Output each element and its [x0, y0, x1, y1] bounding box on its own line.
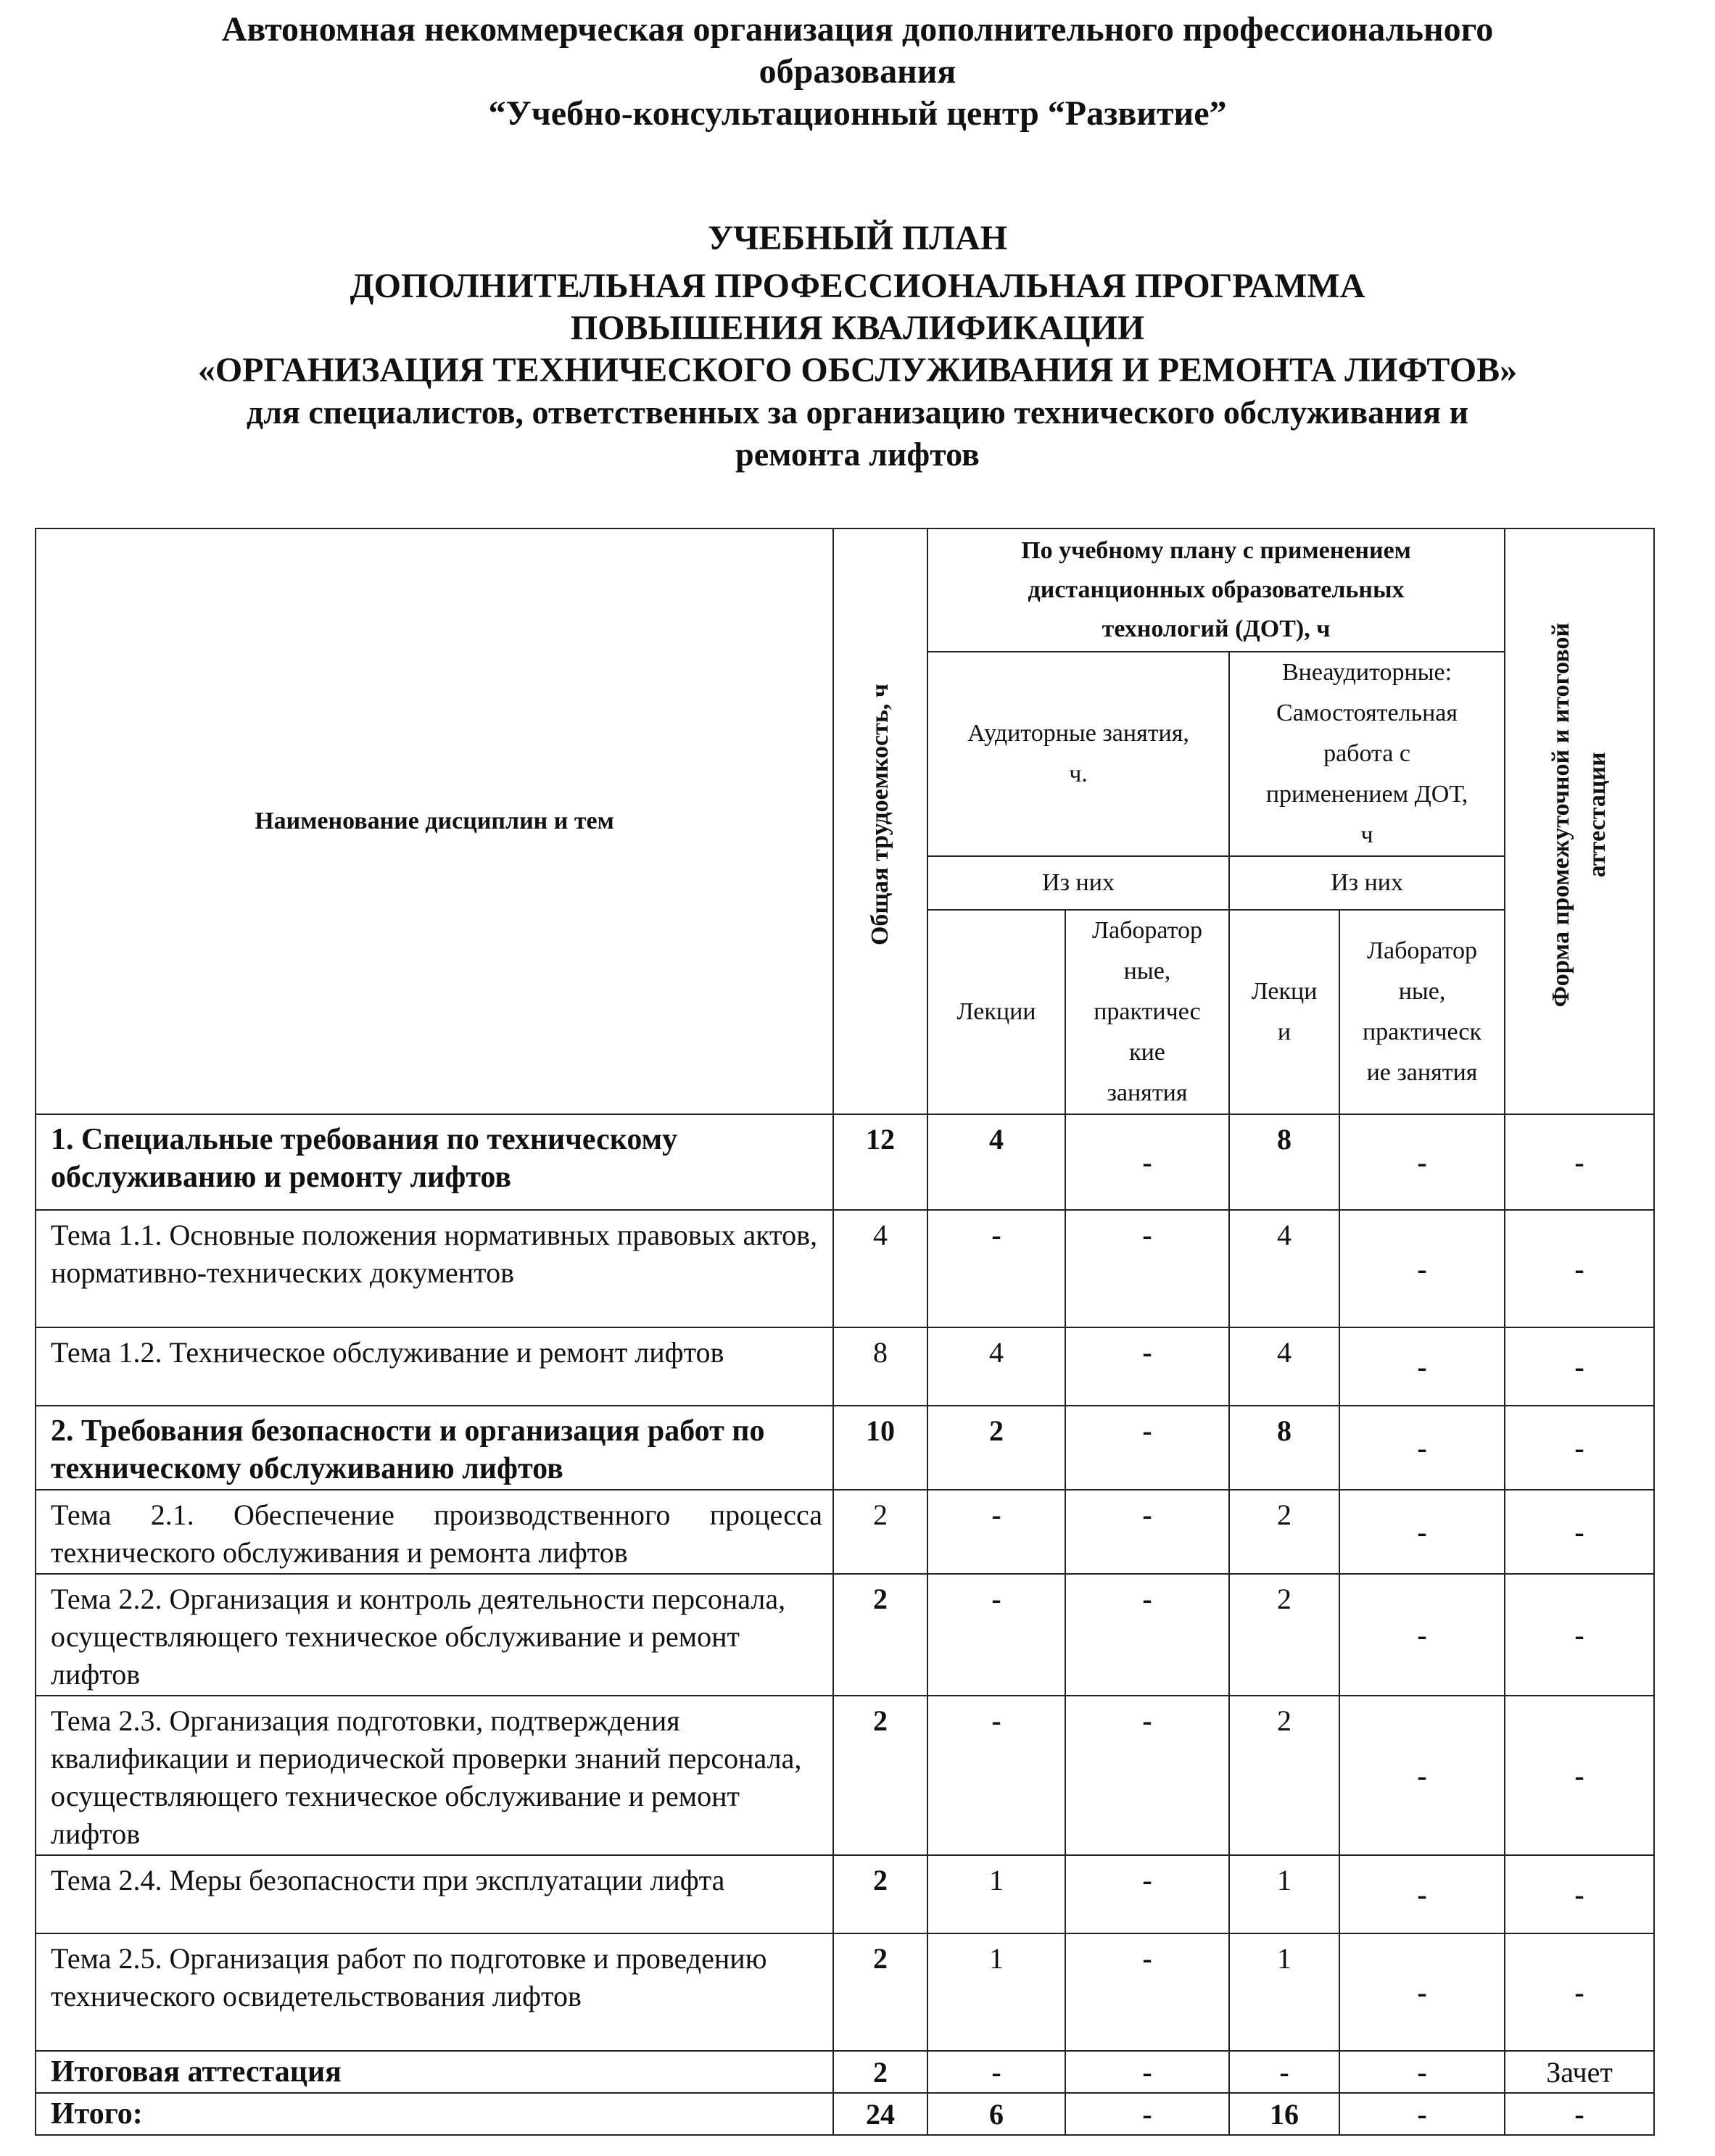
row-labs: - — [1065, 2051, 1229, 2093]
row-lectures: 1 — [927, 1933, 1065, 2051]
row-name: Тема 2.5. Организация работ по подготовке и проведению технического освидетельствования лифтов — [36, 1933, 833, 2051]
row-total: 2 — [833, 1490, 927, 1574]
header-lectures-2: Лекци и — [1229, 910, 1339, 1114]
row-total: 2 — [833, 1696, 927, 1855]
row-name: 2. Требования безопасности и организация работ по техническому обслуживанию лифтов — [36, 1406, 833, 1490]
row-name: Тема 1.2. Техническое обслуживание и ремонт лифтов — [36, 1327, 833, 1406]
header-labs-1: Лаборатор ные, практичес кие занятия — [1065, 910, 1229, 1114]
row-lectures-dot: 2 — [1229, 1574, 1339, 1696]
row-lectures: - — [927, 2051, 1065, 2093]
row-lectures-dot: 4 — [1229, 1327, 1339, 1406]
row-lectures-dot: - — [1229, 2051, 1339, 2093]
row-lectures: 6 — [927, 2093, 1065, 2135]
row-lectures-dot: 4 — [1229, 1210, 1339, 1327]
row-lectures-dot: 8 — [1229, 1114, 1339, 1210]
org-line-1: Автономная некоммерческая организация дополнительного профессионального — [221, 10, 1494, 49]
row-labs: - — [1065, 1574, 1229, 1696]
curriculum-table — [35, 528, 1655, 2136]
row-lectures-dot: 1 — [1229, 1933, 1339, 2051]
row-name: Тема 2.1. Обеспечение производственного процесса технического обслуживания и ремонта лифтов — [36, 1490, 833, 1574]
row-lectures: - — [927, 1210, 1065, 1327]
row-labs: - — [1065, 1114, 1229, 1210]
header-lectures-1: Лекции — [927, 910, 1065, 1114]
row-labs-dot: - — [1339, 1327, 1505, 1406]
row-attestation: - — [1505, 1490, 1654, 1574]
row-attestation: - — [1505, 1855, 1654, 1933]
row-labs: - — [1065, 1696, 1229, 1855]
row-labs-dot: - — [1339, 2051, 1505, 2093]
row-total: 2 — [833, 2051, 927, 2093]
row-name: Итого: — [36, 2093, 833, 2135]
row-total: 24 — [833, 2093, 927, 2135]
table-body — [36, 1114, 1654, 2135]
header-extra: Внеаудиторные: Самостоятельная работа с применением ДОТ, ч — [1229, 652, 1505, 856]
row-labs-dot: - — [1339, 1574, 1505, 1696]
row-lectures: 4 — [927, 1114, 1065, 1210]
row-attestation: - — [1505, 1933, 1654, 2051]
org-line-2: образования — [759, 52, 956, 91]
row-lectures: - — [927, 1490, 1065, 1574]
row-lectures-dot: 16 — [1229, 2093, 1339, 2135]
row-lectures-dot: 2 — [1229, 1490, 1339, 1574]
row-name: Тема 2.2. Организация и контроль деятельности персонала, осуществляющего техническое обслуживание и ремонт лифтов — [36, 1574, 833, 1696]
row-lectures-dot: 1 — [1229, 1855, 1339, 1933]
row-labs: - — [1065, 1855, 1229, 1933]
title-line-3: ПОВЫШЕНИЯ КВАЛИФИКАЦИИ — [570, 309, 1145, 347]
row-attestation: - — [1505, 1210, 1654, 1327]
row-total: 2 — [833, 1933, 927, 2051]
row-labs-dot: - — [1339, 1933, 1505, 2051]
table-row — [36, 2093, 1654, 2135]
header-total: Общая трудоемкость, ч — [833, 528, 927, 1114]
document-title — [0, 217, 1715, 476]
row-attestation: - — [1505, 1114, 1654, 1210]
row-labs-dot: - — [1339, 1855, 1505, 1933]
row-name: Тема 1.1. Основные положения нормативных правовых актов, нормативно-технических документов — [36, 1210, 833, 1327]
table-row — [36, 1327, 1654, 1406]
row-total: 12 — [833, 1114, 927, 1210]
row-lectures: 1 — [927, 1855, 1065, 1933]
table-row — [36, 1114, 1654, 1210]
row-labs-dot: - — [1339, 2093, 1505, 2135]
row-attestation: - — [1505, 1574, 1654, 1696]
row-name: 1. Специальные требования по техническому обслуживанию и ремонту лифтов — [36, 1114, 833, 1210]
table-row — [36, 1210, 1654, 1327]
row-labs-dot: - — [1339, 1490, 1505, 1574]
row-labs-dot: - — [1339, 1114, 1505, 1210]
table-row — [36, 2051, 1654, 2093]
row-labs: - — [1065, 1327, 1229, 1406]
title-line-2: ДОПОЛНИТЕЛЬНАЯ ПРОФЕССИОНАЛЬНАЯ ПРОГРАММА — [350, 267, 1365, 305]
table-row — [36, 1574, 1654, 1696]
header-name: Наименование дисциплин и тем — [36, 528, 833, 1114]
header-classroom: Аудиторные занятия, ч. — [927, 652, 1229, 856]
row-total: 4 — [833, 1210, 927, 1327]
table-row — [36, 1933, 1654, 2051]
title-line-4: «ОРГАНИЗАЦИЯ ТЕХНИЧЕСКОГО ОБСЛУЖИВАНИЯ И РЕМОНТА ЛИФТОВ» — [197, 351, 1518, 389]
table-row — [36, 1406, 1654, 1490]
title-line-5: для специалистов, ответственных за организацию технического обслуживания и — [246, 394, 1469, 431]
header-plan: По учебному плану с применением дистанционных образовательных технологий (ДОТ), ч — [927, 528, 1505, 652]
row-total: 8 — [833, 1327, 927, 1406]
header-of-them-1: Из них — [927, 856, 1229, 910]
row-name: Тема 2.3. Организация подготовки, подтверждения квалификации и периодической проверки знаний персонала, осуществляющего техническое обслуживание и ремонт лифтов — [36, 1696, 833, 1855]
header-of-them-2: Из них — [1229, 856, 1505, 910]
row-labs: - — [1065, 1210, 1229, 1327]
row-lectures-dot: 2 — [1229, 1696, 1339, 1855]
table-row — [36, 1490, 1654, 1574]
title-line-6: ремонта лифтов — [735, 436, 980, 473]
table-row — [36, 1855, 1654, 1933]
row-lectures: - — [927, 1696, 1065, 1855]
row-lectures: 2 — [927, 1406, 1065, 1490]
row-total: 10 — [833, 1406, 927, 1490]
row-labs-dot: - — [1339, 1696, 1505, 1855]
row-lectures: - — [927, 1574, 1065, 1696]
row-attestation: Зачет — [1505, 2051, 1654, 2093]
row-attestation: - — [1505, 1406, 1654, 1490]
table-row — [36, 1696, 1654, 1855]
row-labs: - — [1065, 2093, 1229, 2135]
header-labs-2: Лаборатор ные, практическ ие занятия — [1339, 910, 1505, 1114]
row-lectures: 4 — [927, 1327, 1065, 1406]
header-attestation: Форма промежуточной и итоговой аттестации — [1505, 528, 1654, 1114]
row-labs-dot: - — [1339, 1210, 1505, 1327]
row-labs-dot: - — [1339, 1406, 1505, 1490]
row-attestation: - — [1505, 2093, 1654, 2135]
row-total: 2 — [833, 1574, 927, 1696]
row-labs: - — [1065, 1933, 1229, 2051]
org-line-3: “Учебно-консультационный центр “Развитие” — [488, 94, 1227, 133]
row-name: Итоговая аттестация — [36, 2051, 833, 2093]
title-line-1: УЧЕБНЫЙ ПЛАН — [707, 219, 1008, 257]
row-attestation: - — [1505, 1696, 1654, 1855]
table-header — [36, 528, 1654, 1114]
row-attestation: - — [1505, 1327, 1654, 1406]
row-total: 2 — [833, 1855, 927, 1933]
row-lectures-dot: 8 — [1229, 1406, 1339, 1490]
row-labs: - — [1065, 1406, 1229, 1490]
row-name: Тема 2.4. Меры безопасности при эксплуатации лифта — [36, 1855, 833, 1933]
organization-header — [0, 9, 1715, 135]
row-labs: - — [1065, 1490, 1229, 1574]
